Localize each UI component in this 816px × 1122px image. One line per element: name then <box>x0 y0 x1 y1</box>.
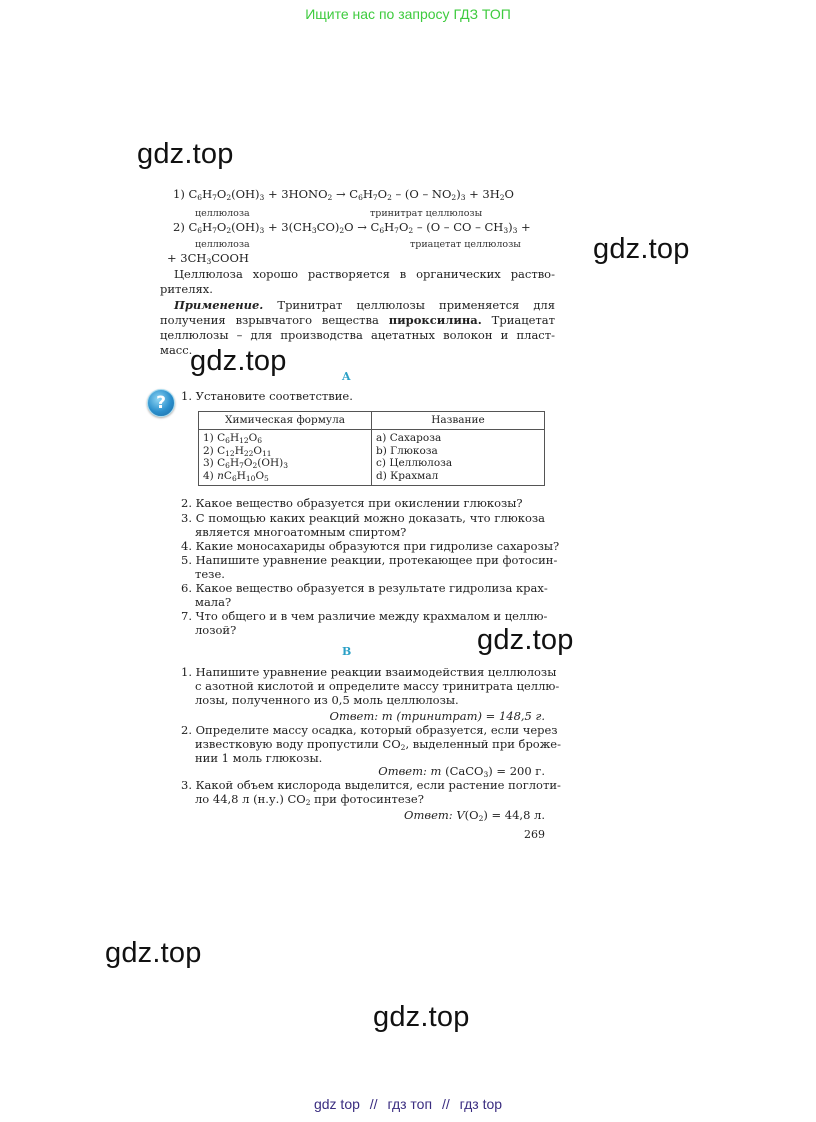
question-4: 4. Какие моносахариды образуются при гидролизе сахарозы? <box>181 539 560 553</box>
problem-1-cont: лозы, полученного из 0,5 моль целлюлозы. <box>195 693 459 707</box>
caption-cellulose: целлюлоза <box>195 239 250 250</box>
name-item: b) Глюкоза <box>376 444 438 457</box>
question-6: 6. Какое вещество образуется в результате гидролиза крах- <box>181 581 548 595</box>
name-item: a) Сахароза <box>376 432 442 444</box>
caption-triacetate: триацетат целлюлозы <box>410 239 521 250</box>
question-7: 7. Что общего и в чем различие между крахмалом и целлю- <box>181 609 548 623</box>
section-a-heading: A <box>342 370 351 383</box>
question-icon: ? <box>147 389 175 417</box>
paragraph-line: рителях. <box>160 282 213 296</box>
problem-1-cont: с азотной кислотой и определите массу тринитрата целлю- <box>195 679 560 693</box>
problem-3: 3. Какой объем кислорода выделится, если растение поглоти- <box>181 778 561 792</box>
watermark: gdz.top <box>105 937 202 969</box>
question-3: 3. С помощью каких реакций можно доказать, что глюкоза <box>181 511 545 525</box>
question-5: 5. Напишите уравнение реакции, протекающее при фотосин- <box>181 553 558 567</box>
application-heading: Применение. <box>174 298 264 312</box>
caption-cellulose: целлюлоза <box>195 208 250 219</box>
formula-column <box>199 430 372 486</box>
answer-2: Ответ: m (CaCO$_3$) = 200 г. <box>378 764 545 779</box>
problem-2-cont: нии 1 моль глюкозы. <box>195 751 323 765</box>
formula-item: 3) $C_6H_7O_2(OH)_3$ <box>203 457 289 470</box>
matching-table <box>198 411 545 486</box>
answer-1: Ответ: m (тринитрат) = 148,5 г. <box>329 709 545 723</box>
table-header: Название <box>372 412 545 430</box>
question-7-cont: лозой? <box>195 623 237 637</box>
section-b-heading: B <box>342 645 352 658</box>
footer-link-gdz-top[interactable]: gdz top <box>313 1096 360 1112</box>
caption-trinitrate: тринитрат целлюлозы <box>370 208 483 219</box>
question-5-cont: тезе. <box>195 567 225 581</box>
question-3-cont: является многоатомным спиртом? <box>195 525 407 539</box>
name-item: c) Целлюлоза <box>376 457 453 469</box>
table-header: Химическая формула <box>199 412 372 430</box>
paragraph-line: целлюлозы – для производства ацетатных волокон и пласт- <box>160 328 555 342</box>
formula-part: + 3CH <box>167 251 207 265</box>
footer-separator: // <box>369 1096 378 1112</box>
reaction-2-tail: + $3CH_3COOH$ <box>167 251 249 266</box>
paragraph-line: масс. <box>160 343 193 357</box>
page-number: 269 <box>524 828 545 841</box>
search-hint-banner[interactable]: Ищите нас по запросу ГДЗ ТОП <box>305 6 511 22</box>
term-pyroxylin: пироксилина. <box>388 313 482 327</box>
footer-link-gdz-top-ru[interactable]: гдз топ <box>387 1096 433 1112</box>
paragraph-line: получения взрывчатого вещества пироксилина. Триацетат <box>160 313 555 327</box>
watermark: gdz.top <box>593 233 690 265</box>
problem-2: 2. Определите массу осадка, который образуется, если через <box>181 723 558 737</box>
problem-3-cont: ло 44,8 л (н.у.) $CO_2$ при фотосинтезе? <box>195 792 424 807</box>
reaction-1: 1) $C_6H_7O_2(OH)_3$ + $3HONO_2 \to C_6H_7O_2 - (O - NO_2)_3 + 3H_2O$ <box>173 187 514 202</box>
watermark: gdz.top <box>373 1001 470 1033</box>
formula-item: 2) $C_{12}H_{22}O_{11}$ <box>203 444 272 458</box>
answer-3: Ответ: $V(O_2) = 44,8$ л. <box>404 808 545 823</box>
watermark: gdz.top <box>137 138 234 170</box>
reaction-number: 1) <box>173 187 189 201</box>
footer-links <box>0 1096 816 1112</box>
formula-item: 4) $nC_6H_{10}O_5$ <box>203 469 269 483</box>
question-1: 1. Установите соответствие. <box>181 389 353 403</box>
problem-2-cont: известковую воду пропустили $CO_2$, выделенный при броже- <box>195 737 562 752</box>
question-2: 2. Какое вещество образуется при окислении глюкозы? <box>181 496 523 510</box>
watermark: gdz.top <box>190 345 287 377</box>
formula-part: COOH <box>211 251 249 265</box>
name-column <box>372 430 545 486</box>
watermark: gdz.top <box>477 624 574 656</box>
footer-separator: // <box>441 1096 450 1112</box>
question-6-cont: мала? <box>195 595 232 609</box>
reaction-2: 2) $C_6H_7O_2(OH)_3 + 3(CH_3CO)_2O \to C_6H_7O_2 - (O$ – CO – $CH_3)_3$ + <box>173 220 531 235</box>
footer-link-gdz-top-mixed[interactable]: гдз top <box>459 1096 503 1112</box>
reaction-number: 2) <box>173 220 189 234</box>
formula-item: 1) $C_6H_{12}O_6$ <box>203 432 263 445</box>
paragraph-line: Целлюлоза хорошо растворяется в органических раство- <box>174 267 555 281</box>
application-paragraph: Применение. Тринитрат целлюлозы применяется для <box>174 298 555 312</box>
name-item: d) Крахмал <box>376 469 439 482</box>
problem-1: 1. Напишите уравнение реакции взаимодействия целлюлозы <box>181 665 557 679</box>
